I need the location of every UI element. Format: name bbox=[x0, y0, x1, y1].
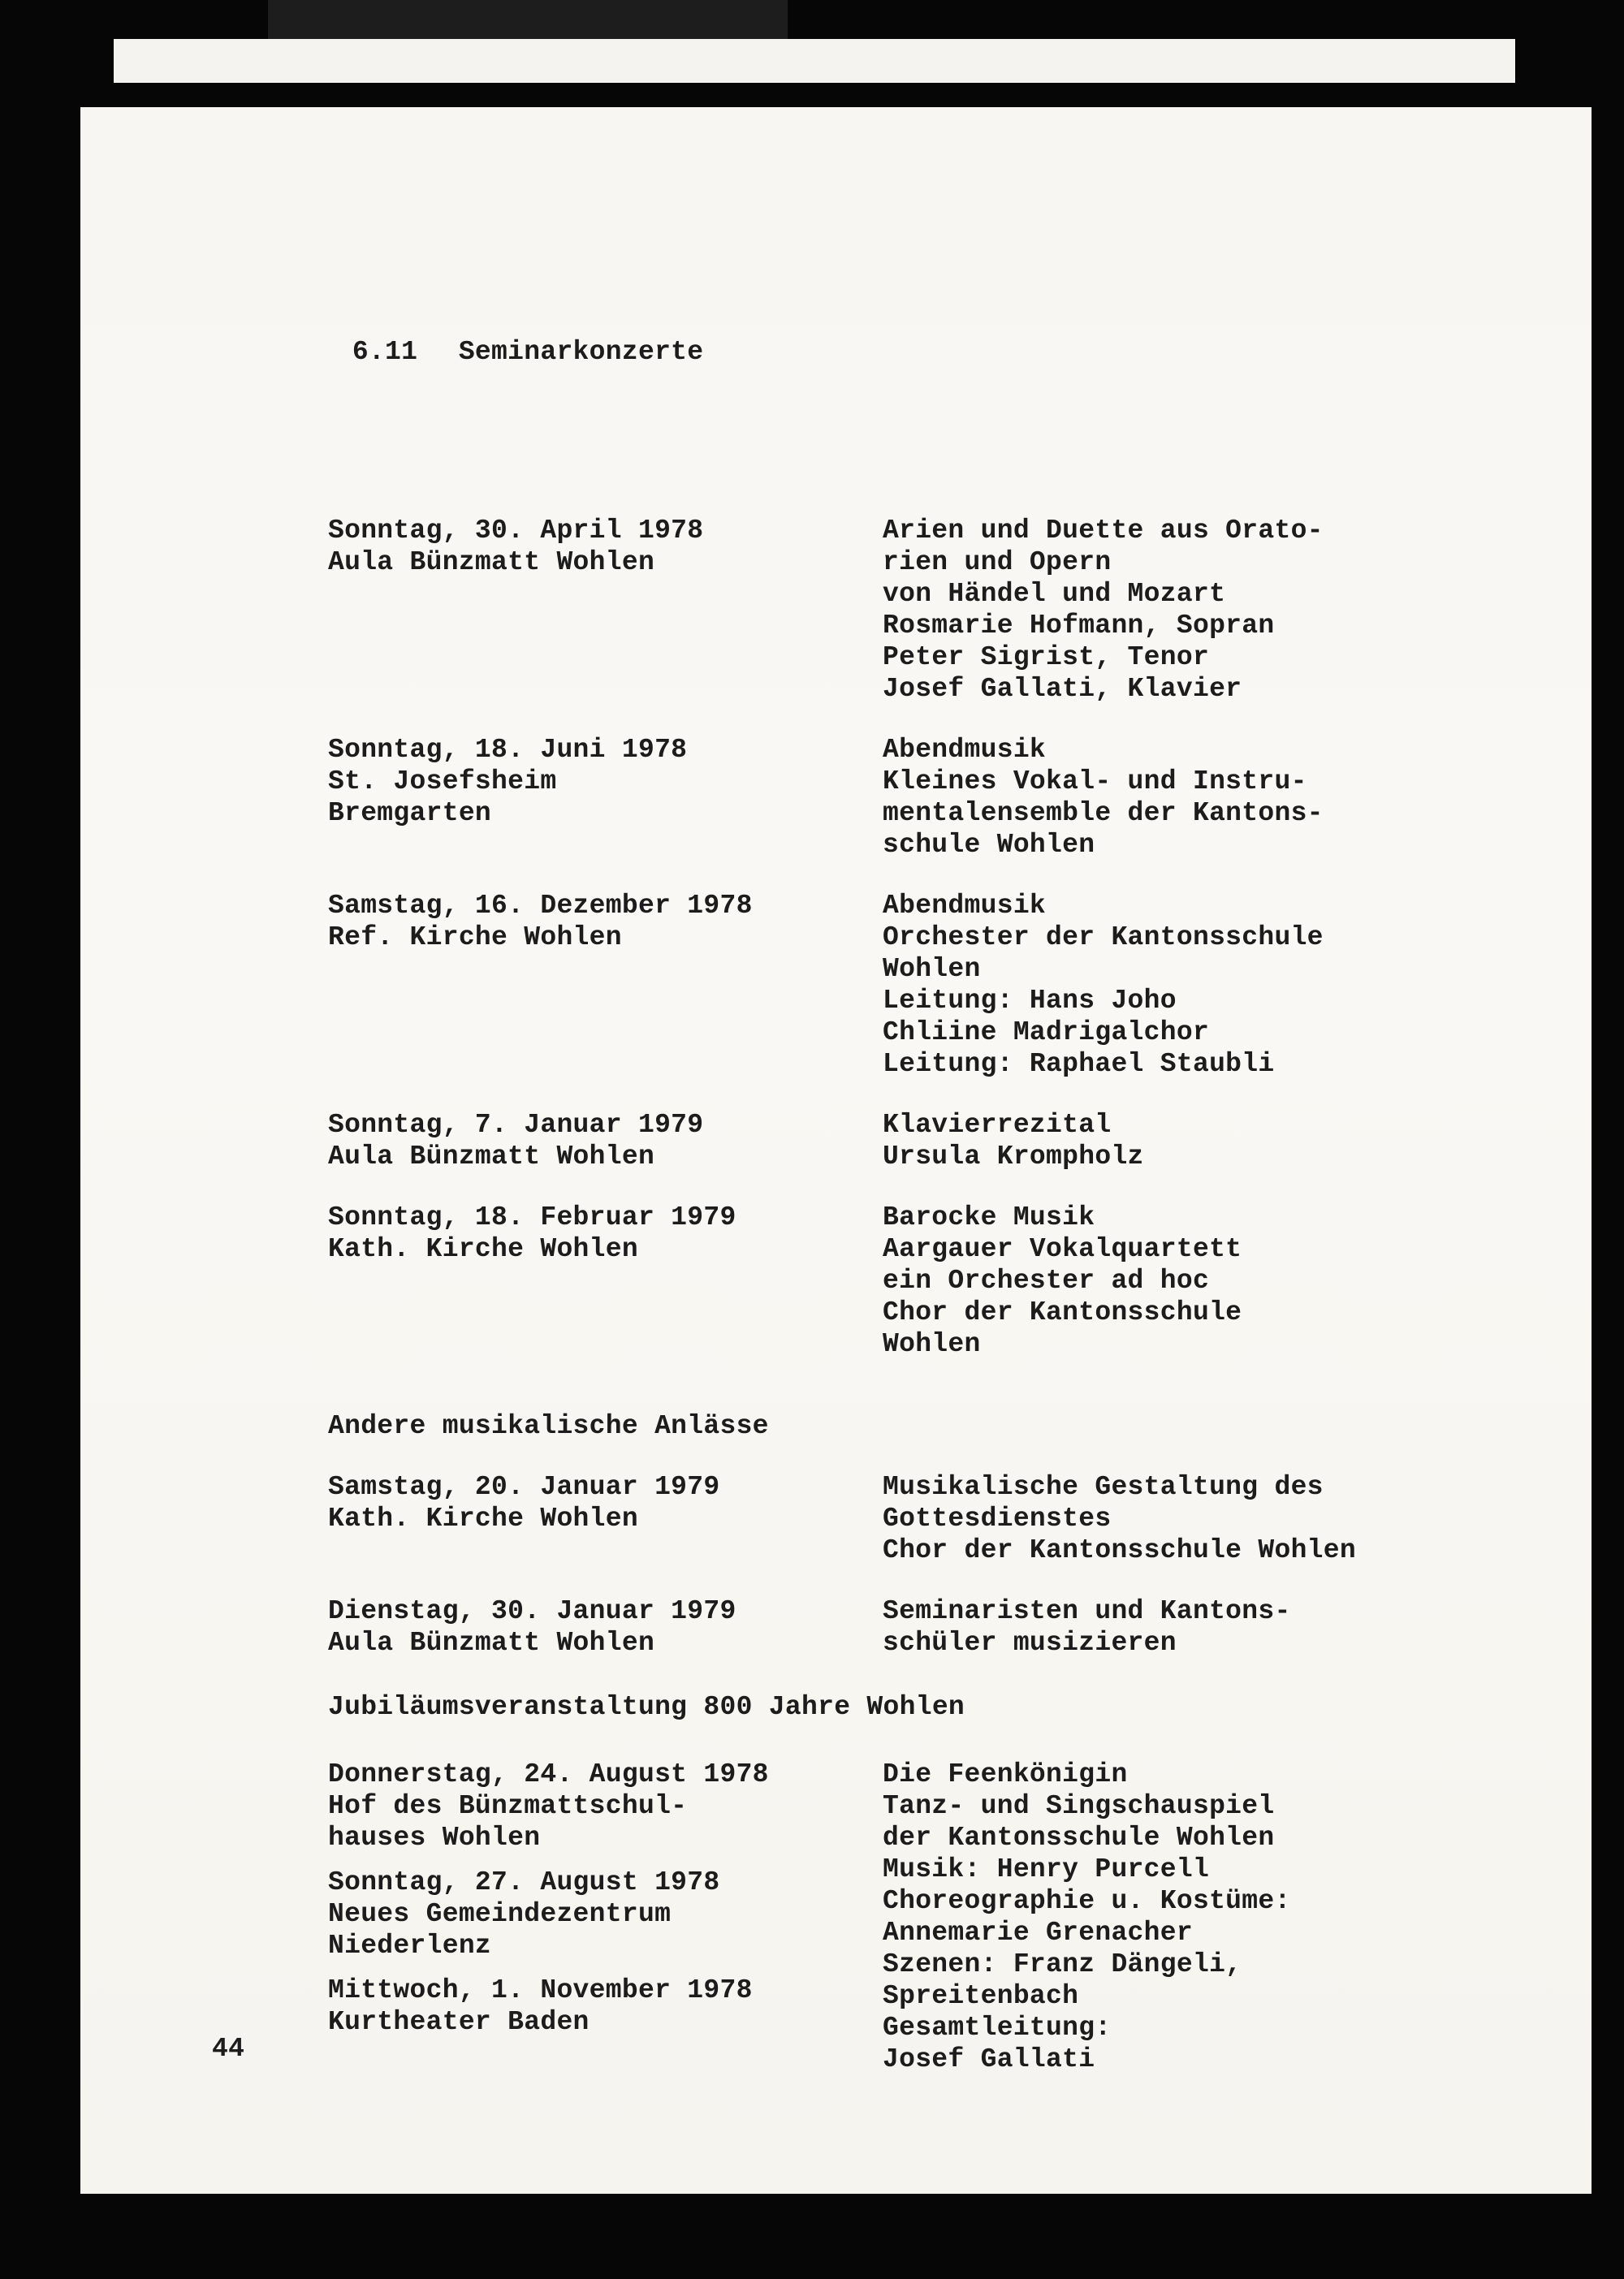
text-line: Bremgarten bbox=[328, 798, 492, 828]
date-venue-group bbox=[328, 1975, 883, 2038]
date-venue-group bbox=[328, 1867, 883, 1962]
concert-entry bbox=[328, 1471, 1543, 1566]
text-line: Kath. Kirche Wohlen bbox=[328, 1504, 638, 1534]
text-line: Arien und Duette aus Orato- bbox=[883, 516, 1324, 546]
concert-entry bbox=[328, 1759, 1543, 2075]
text-line: Niederlenz bbox=[328, 1931, 492, 1961]
text-line: Josef Gallati, Klavier bbox=[883, 674, 1242, 704]
entry-date-venue bbox=[328, 1595, 883, 1659]
text-line: Donnerstag, 24. August 1978 bbox=[328, 1759, 769, 1789]
text-line: Sonntag, 18. Juni 1978 bbox=[328, 735, 688, 765]
entry-date-venue bbox=[328, 515, 883, 578]
entry-description bbox=[883, 1471, 1543, 1566]
concert-entry bbox=[328, 1109, 1543, 1172]
text-line: von Händel und Mozart bbox=[883, 579, 1226, 609]
entry-description bbox=[883, 890, 1543, 1080]
text-line: Chor der Kantonsschule bbox=[883, 1297, 1242, 1327]
date-venue-group bbox=[328, 1202, 883, 1265]
date-venue-group bbox=[328, 515, 883, 578]
text-line: der Kantonsschule Wohlen bbox=[883, 1823, 1275, 1853]
text-line: Mittwoch, 1. November 1978 bbox=[328, 1975, 753, 2005]
text-line: Wohlen bbox=[883, 954, 981, 984]
text-line: Musikalische Gestaltung des bbox=[883, 1472, 1324, 1502]
text-line: Tanz- und Singschauspiel bbox=[883, 1791, 1275, 1821]
text-line: Choreographie u. Kostüme: bbox=[883, 1886, 1291, 1916]
text-line: Die Feenkönigin bbox=[883, 1759, 1128, 1789]
text-line: Spreitenbach bbox=[883, 1981, 1079, 2011]
document-body bbox=[222, 515, 1543, 2075]
text-line: Peter Sigrist, Tenor bbox=[883, 642, 1210, 672]
text-line: Sonntag, 7. Januar 1979 bbox=[328, 1110, 704, 1140]
text-line: Musik: Henry Purcell bbox=[883, 1854, 1210, 1884]
subsection-heading: Jubiläumsveranstaltung 800 Jahre Wohlen bbox=[328, 1692, 965, 1722]
text-line: Samstag, 20. Januar 1979 bbox=[328, 1472, 720, 1502]
concert-entry bbox=[328, 515, 1543, 705]
text-line: Aula Bünzmatt Wohlen bbox=[328, 1142, 655, 1172]
text-line: Kath. Kirche Wohlen bbox=[328, 1234, 638, 1264]
document-page bbox=[80, 107, 1592, 2194]
text-line: Rosmarie Hofmann, Sopran bbox=[883, 611, 1275, 641]
subsection-heading: Andere musikalische Anlässe bbox=[328, 1411, 769, 1441]
entry-description bbox=[883, 1759, 1543, 2075]
text-line: Sonntag, 18. Februar 1979 bbox=[328, 1202, 736, 1232]
text-line: schule Wohlen bbox=[883, 830, 1095, 860]
text-line: Ref. Kirche Wohlen bbox=[328, 922, 622, 952]
entry-description bbox=[883, 1202, 1543, 1360]
concert-entry bbox=[328, 1202, 1543, 1360]
concert-entry bbox=[328, 734, 1543, 861]
text-line: St. Josefsheim bbox=[328, 766, 557, 796]
date-venue-group bbox=[328, 734, 883, 829]
text-line: Chliine Madrigalchor bbox=[883, 1017, 1210, 1047]
text-line: Orchester der Kantonsschule bbox=[883, 922, 1324, 952]
entry-description bbox=[883, 1109, 1543, 1172]
text-line: rien und Opern bbox=[883, 547, 1112, 577]
entry-date-venue bbox=[328, 1202, 883, 1265]
date-venue-group bbox=[328, 1759, 883, 1854]
text-line: Wohlen bbox=[883, 1329, 981, 1359]
date-venue-group bbox=[328, 1109, 883, 1172]
text-line: mentalensemble der Kantons- bbox=[883, 798, 1324, 828]
text-line: Chor der Kantonsschule Wohlen bbox=[883, 1535, 1356, 1565]
text-line: Sonntag, 30. April 1978 bbox=[328, 516, 704, 546]
page-top-edge bbox=[114, 39, 1515, 83]
entry-description bbox=[883, 734, 1543, 861]
text-line: Kurtheater Baden bbox=[328, 2007, 590, 2037]
text-line: Josef Gallati bbox=[883, 2044, 1095, 2074]
entry-date-venue bbox=[328, 1759, 883, 2038]
text-line: Hof des Bünzmattschul- bbox=[328, 1791, 688, 1821]
text-line: Sonntag, 27. August 1978 bbox=[328, 1867, 720, 1897]
text-line: Barocke Musik bbox=[883, 1202, 1095, 1232]
text-line: Kleines Vokal- und Instru- bbox=[883, 766, 1307, 796]
text-line: Gottesdienstes bbox=[883, 1504, 1112, 1534]
scan-smudge bbox=[268, 0, 788, 41]
page-number: 44 bbox=[212, 2034, 245, 2064]
text-line: Abendmusik bbox=[883, 735, 1047, 765]
entry-date-venue bbox=[328, 734, 883, 829]
text-line: Klavierrezital bbox=[883, 1110, 1112, 1140]
concert-entry bbox=[328, 890, 1543, 1080]
text-line: Ursula Krompholz bbox=[883, 1142, 1144, 1172]
date-venue-group bbox=[328, 1595, 883, 1659]
text-line: Annemarie Grenacher bbox=[883, 1918, 1193, 1948]
section-number: 6.11 bbox=[352, 337, 418, 367]
date-venue-group bbox=[328, 890, 883, 953]
concert-entry bbox=[328, 1595, 1543, 1659]
text-line: Seminaristen und Kantons- bbox=[883, 1596, 1291, 1626]
text-line: Dienstag, 30. Januar 1979 bbox=[328, 1596, 736, 1626]
text-line: hauses Wohlen bbox=[328, 1823, 541, 1853]
text-line: Aula Bünzmatt Wohlen bbox=[328, 1628, 655, 1658]
text-line: Gesamtleitung: bbox=[883, 2013, 1112, 2043]
text-line: Aargauer Vokalquartett bbox=[883, 1234, 1242, 1264]
section-title: Seminarkonzerte bbox=[458, 337, 704, 367]
text-line: Leitung: Hans Joho bbox=[883, 986, 1177, 1016]
section-title-row bbox=[222, 304, 1543, 399]
entry-date-venue bbox=[328, 1109, 883, 1172]
text-line: Abendmusik bbox=[883, 891, 1047, 921]
entry-date-venue bbox=[328, 890, 883, 953]
text-line: Aula Bünzmatt Wohlen bbox=[328, 547, 655, 577]
page-content bbox=[222, 241, 1543, 2168]
entry-description bbox=[883, 1595, 1543, 1659]
text-line: Szenen: Franz Dängeli, bbox=[883, 1949, 1242, 1979]
date-venue-group bbox=[328, 1471, 883, 1534]
entry-description bbox=[883, 515, 1543, 705]
text-line: ein Orchester ad hoc bbox=[883, 1266, 1210, 1296]
text-line: Leitung: Raphael Staubli bbox=[883, 1049, 1275, 1079]
text-line: Samstag, 16. Dezember 1978 bbox=[328, 891, 753, 921]
entry-date-venue bbox=[328, 1471, 883, 1534]
text-line: Neues Gemeindezentrum bbox=[328, 1899, 672, 1929]
text-line: schüler musizieren bbox=[883, 1628, 1177, 1658]
